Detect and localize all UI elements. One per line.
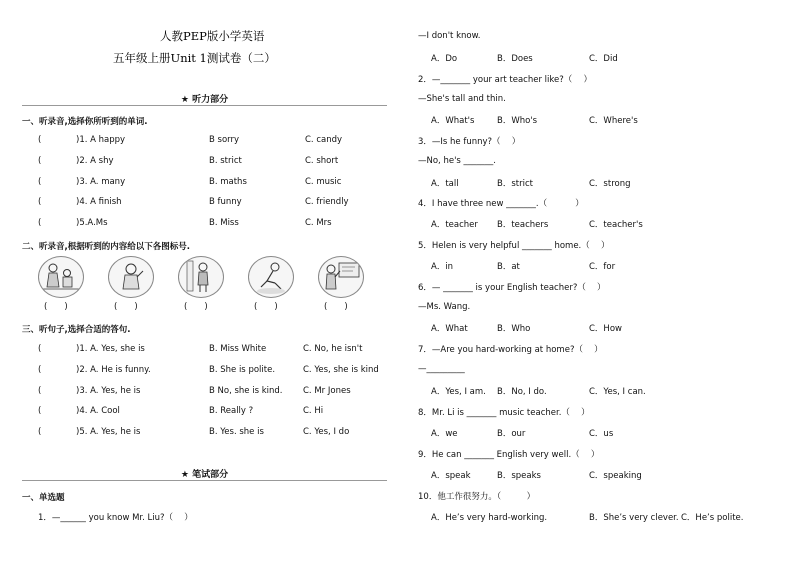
option-b: B．Who bbox=[497, 324, 531, 334]
option-c: C．teacher's bbox=[589, 220, 643, 230]
question-line: 2．—_______ your art teacher like?（ ） bbox=[418, 75, 592, 85]
option-c: C．He’s polite. bbox=[681, 513, 744, 523]
option-c: C．strong bbox=[589, 179, 631, 189]
question-line: —I don't know. bbox=[418, 31, 481, 41]
option-b: B．Does bbox=[497, 54, 533, 64]
answer-paren[interactable]: ( bbox=[38, 177, 42, 187]
question-line: 4．I have three new _______.（ ） bbox=[418, 199, 584, 209]
option-b: B. Miss bbox=[209, 218, 239, 228]
option-a: A．teacher bbox=[431, 220, 478, 230]
girl-standing-picture bbox=[178, 256, 224, 298]
option-c: C. No, he isn't bbox=[303, 344, 363, 354]
picture-answer-paren[interactable]: ( ) bbox=[184, 302, 208, 312]
answer-paren[interactable]: ( bbox=[38, 365, 42, 375]
option-a: A．in bbox=[431, 262, 454, 272]
option-b: B．speaks bbox=[497, 471, 541, 481]
page-subtitle: 五年级上册Unit 1测试卷（二） bbox=[113, 51, 276, 65]
section-divider bbox=[22, 480, 387, 481]
option-c: C. music bbox=[305, 177, 342, 187]
question-line: —No, he's _______. bbox=[418, 156, 496, 166]
option-a: A．we bbox=[431, 429, 458, 439]
option-c: C．for bbox=[589, 262, 616, 272]
written-section-bar bbox=[22, 467, 387, 481]
question-1-stem: 1．—______ you know Mr. Liu?（ ） bbox=[38, 513, 193, 523]
part2-heading: 二、听录音,根据听到的内容给以下各图标号. bbox=[22, 242, 190, 252]
answer-paren[interactable]: ( bbox=[38, 406, 42, 416]
option-c: C. Mrs bbox=[305, 218, 332, 228]
option-c: C．speaking bbox=[589, 471, 642, 481]
question-line: 5．Helen is very helpful _______ home.（ ） bbox=[418, 241, 610, 251]
option-a: )5.A.Ms bbox=[76, 218, 108, 228]
option-c: C．us bbox=[589, 429, 614, 439]
option-a: )4. A finish bbox=[76, 197, 122, 207]
boy-with-teacher-picture bbox=[38, 256, 84, 298]
question-line: 9．He can _______ English very well.（ ） bbox=[418, 450, 600, 460]
option-c: C．Where's bbox=[589, 116, 638, 126]
option-a: )2. A. He is funny. bbox=[76, 365, 151, 375]
option-c: C. candy bbox=[305, 135, 343, 145]
answer-paren[interactable]: ( bbox=[38, 386, 42, 396]
option-a: A．What bbox=[431, 324, 468, 334]
question-line: —She's tall and thin. bbox=[418, 94, 506, 104]
option-b: B. Really ? bbox=[209, 406, 254, 416]
option-c: C. Mr Jones bbox=[303, 386, 351, 396]
answer-paren[interactable]: ( bbox=[38, 344, 42, 354]
option-a: A．Do bbox=[431, 54, 458, 64]
option-b: B. maths bbox=[209, 177, 247, 187]
option-b: B sorry bbox=[209, 135, 240, 145]
question-line: 8．Mr. Li is _______ music teacher.（ ） bbox=[418, 408, 590, 418]
option-b: B．strict bbox=[497, 179, 533, 189]
question-line: —_________ bbox=[418, 364, 465, 374]
option-b: B. strict bbox=[209, 156, 242, 166]
option-c: C．Did bbox=[589, 54, 618, 64]
option-b: B．She’s very clever. bbox=[589, 513, 679, 523]
option-c: C. Yes, she is kind bbox=[303, 365, 379, 375]
picture-answer-paren[interactable]: ( ) bbox=[254, 302, 278, 312]
boy-thinking-picture bbox=[108, 256, 154, 298]
option-b: B．our bbox=[497, 429, 526, 439]
question-line: 10．他工作很努力。（ ） bbox=[418, 492, 536, 502]
question-line: 6．— _______ is your English teacher?（ ） bbox=[418, 283, 606, 293]
listening-section-label: ★ 听力部分 bbox=[180, 95, 229, 105]
picture-answer-paren[interactable]: ( ) bbox=[44, 302, 68, 312]
option-a: )3. A. Yes, he is bbox=[76, 386, 141, 396]
teacher-at-board-picture bbox=[318, 256, 364, 298]
option-b: B. Yes. she is bbox=[209, 427, 264, 437]
option-a: )1. A happy bbox=[76, 135, 126, 145]
option-b: B No, she is kind. bbox=[209, 386, 283, 396]
part1-heading: 一、听录音,选择你所听到的单词. bbox=[22, 117, 148, 127]
option-c: C. short bbox=[305, 156, 339, 166]
option-a: A．What's bbox=[431, 116, 475, 126]
question-line: —Ms. Wang. bbox=[418, 302, 471, 312]
option-a: A．He’s very hard-working. bbox=[431, 513, 548, 523]
option-b: B．at bbox=[497, 262, 520, 272]
answer-paren[interactable]: ( bbox=[38, 197, 42, 207]
boy-running-picture bbox=[248, 256, 294, 298]
question-line: 3．—Is he funny?（ ） bbox=[418, 137, 521, 147]
option-b: B．No, I do. bbox=[497, 387, 547, 397]
answer-paren[interactable]: ( bbox=[38, 218, 42, 228]
picture-answer-paren[interactable]: ( ) bbox=[324, 302, 348, 312]
option-a: )5. A. Yes, he is bbox=[76, 427, 141, 437]
option-a: A．speak bbox=[431, 471, 471, 481]
listening-section-bar bbox=[22, 92, 387, 106]
answer-paren[interactable]: ( bbox=[38, 135, 42, 145]
question-line: 7．—Are you hard-working at home?（ ） bbox=[418, 345, 603, 355]
section-divider bbox=[22, 105, 387, 106]
option-a: )4. A. Cool bbox=[76, 406, 120, 416]
option-c: C. friendly bbox=[305, 197, 349, 207]
option-c: C. Yes, I do bbox=[303, 427, 350, 437]
option-a: )3. A. many bbox=[76, 177, 126, 187]
option-b: B. Miss White bbox=[209, 344, 267, 354]
option-a: )2. A shy bbox=[76, 156, 114, 166]
answer-paren[interactable]: ( bbox=[38, 156, 42, 166]
option-b: B funny bbox=[209, 197, 242, 207]
option-c: C. Hi bbox=[303, 406, 324, 416]
option-b: B．teachers bbox=[497, 220, 549, 230]
option-a: A．Yes, I am. bbox=[431, 387, 486, 397]
page-title: 人教PEP版小学英语 bbox=[160, 29, 265, 43]
option-a: )1. A. Yes, she is bbox=[76, 344, 145, 354]
option-b: B．Who's bbox=[497, 116, 538, 126]
picture-answer-paren[interactable]: ( ) bbox=[114, 302, 138, 312]
written-heading: 一、单选题 bbox=[22, 493, 65, 503]
part3-heading: 三、听句子,选择合适的答句. bbox=[22, 325, 131, 335]
answer-paren[interactable]: ( bbox=[38, 427, 42, 437]
written-section-label: ★ 笔试部分 bbox=[180, 470, 229, 480]
option-b: B. She is polite. bbox=[209, 365, 276, 375]
option-a: A．tall bbox=[431, 179, 459, 189]
option-c: C．How bbox=[589, 324, 622, 334]
option-c: C．Yes, I can. bbox=[589, 387, 646, 397]
